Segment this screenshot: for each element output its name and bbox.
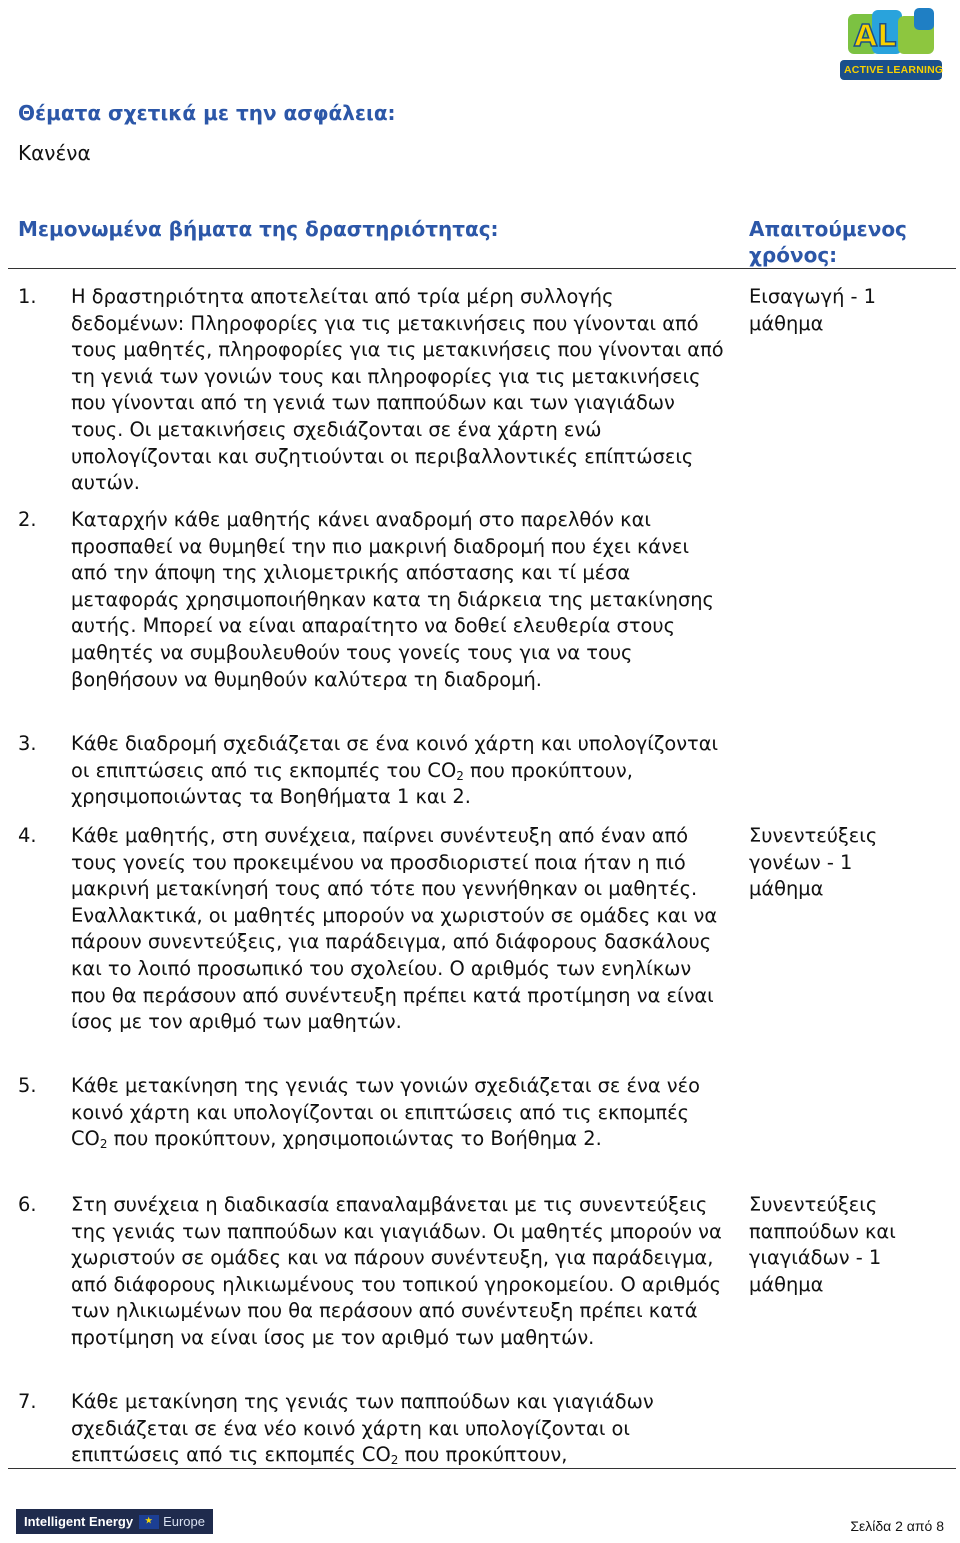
active-learning-logo — [838, 8, 944, 84]
step-number: 6. — [18, 1193, 37, 1216]
step-text: Στη συνέχεια η διαδικασία επαναλαμβάνεται με τις συνεντεύξεις της γενιάς των παππούδων και γιαγιάδων. Οι μαθητές μπορούν να χωριστούν σε ομάδες και να πάρουν συνέντευξη, για παράδειγμα, από διάφορους ηλικιωμένους του τοπικού γηροκομείου. Ο αριθμός των ηλικιωμένων που θα περάσουν από συνέντευξη πρέπει κατά προτίμηση να είναι ίσος με τον αριθμό των μαθητών. — [71, 1193, 722, 1349]
steps-heading: Μεμονωμένα βήματα της δραστηριότητας: — [18, 217, 499, 241]
step-text — [71, 731, 731, 811]
step-text-part: Κάθε μετακίνηση της γενιάς των παππούδων και γιαγιάδων σχεδιάζεται σε ένα νέο κοινό χάρτη και υπολογίζονται οι επιπτώσεις από τις εκπομπές CO — [71, 1390, 654, 1467]
step-number: 2. — [18, 508, 37, 531]
time-grandparents-interviews: Συνεντεύξεις παππούδων και γιαγιάδων - 1 μάθημα — [749, 1193, 896, 1296]
step-text-part: που προκύπτουν, χρησιμοποιώντας το Βοήθημα 2. — [107, 1127, 602, 1151]
step-number: 4. — [18, 824, 37, 847]
step-number: 7. — [18, 1390, 37, 1413]
page-number: Σελίδα 2 από 8 — [850, 1518, 944, 1534]
subscript: 2 — [456, 768, 464, 783]
step-text — [71, 1389, 731, 1469]
subscript: 2 — [99, 1137, 108, 1152]
step-number: 5. — [18, 1074, 37, 1097]
logo-text: ACTIVE LEARNING — [844, 64, 944, 76]
svg-text:AL: AL — [854, 19, 897, 54]
step-text: Καταρχήν κάθε μαθητής κάνει αναδρομή στο παρελθόν και προσπαθεί να θυμηθεί την πιο μακρινή διαδρομή που έχει κάνει από την άποψη της χιλιομετρικής απόστασης και τί μέσα μεταφοράς χρησιμοποιήθηκαν κατα τη διάρκεια της μετακίνησης αυτής. Μπορεί να είναι απαραίτητο να δοθεί ελευθερία στους μαθητές να συμβουλευθούν τους γονείς τους για να τους βοηθήσουν να θυμηθούν καλύτερα τη διαδρομή. — [71, 508, 714, 691]
footer-brand: Intelligent Energy — [24, 1514, 134, 1529]
step-text: Κάθε μαθητής, στη συνέχεια, παίρνει συνέντευξη από έναν από τους γονείς του προκειμένου να προσδιοριστεί ποια ήταν η πιό μακρινή μετακίνησή τους από τότε που γεννήθηκαν οι μαθητές. Εναλλακτικά, οι μαθητές μπορούν να χωριστούν σε ομάδες και να πάρουν συνεντεύξεις, για παράδειγμα, από διάφορους δασκάλους και το λοιπό προσωπικό του σχολείου. Ο αριθμός των ενηλίκων που θα περάσουν από συνέντευξη πρέπει κατά προτίμηση να είναι ίσος με τον αριθμό των μαθητών. — [71, 824, 718, 1034]
step-text-part: που προκύπτουν, — [398, 1443, 568, 1467]
step-text-part: Κάθε μετακίνηση της γενιάς των γονιών σχεδιάζεται σε ένα νέο κοινό χάρτη και υπολογίζονται οι επιπτώσεις από τις εκπομπές CO — [71, 1074, 700, 1151]
header-divider — [8, 268, 956, 269]
intelligent-energy-europe-logo — [16, 1509, 213, 1534]
step-text: Η δραστηριότητα αποτελείται από τρία μέρη συλλογής δεδομένων: Πληροφορίες για τις μετακινήσεις που γίνονται από τους μαθητές, πληροφορίες για τις μετακινήσεις που γίνονται από τη γενιά των γονιών τους και πληροφορίες για τις μετακινήσεις που γίνονται από τη γενιά των παππούδων και των γιαγιάδων τους. Οι μετακινήσεις σχεδιάζονται σε ένα χάρτη ενώ υπολογίζονται και συζητιούνται οι περιβαλλοντικές επίπτώσεις αυτών. — [71, 285, 724, 495]
safety-heading: Θέματα σχετικά με την ασφάλεια: — [18, 101, 396, 125]
step-text — [71, 1073, 731, 1153]
eu-flag-icon — [139, 1515, 159, 1529]
footer-divider — [8, 1468, 956, 1469]
safety-value: Κανένα — [18, 141, 91, 165]
step-text-part: που προκύπτουν, χρησιμοποιώντας τα Βοηθήματα 1 και 2. — [71, 758, 633, 809]
step-number: 3. — [18, 732, 37, 755]
step-number: 1. — [18, 285, 37, 308]
subscript: 2 — [390, 1453, 399, 1468]
footer-eu: Europe — [163, 1514, 205, 1529]
time-intro: Εισαγωγή - 1 μάθημα — [749, 285, 877, 335]
time-parents-interviews: Συνεντεύξεις γονέων - 1 μάθημα — [749, 824, 878, 901]
step-text-part: Κάθε διαδρομή σχεδιάζεται σε ένα κοινό χάρτη και υπολογίζονται οι επιπτώσεις από τις εκπομπές του CO — [71, 732, 719, 782]
time-heading: Απαιτούμενος χρόνος: — [749, 217, 907, 267]
